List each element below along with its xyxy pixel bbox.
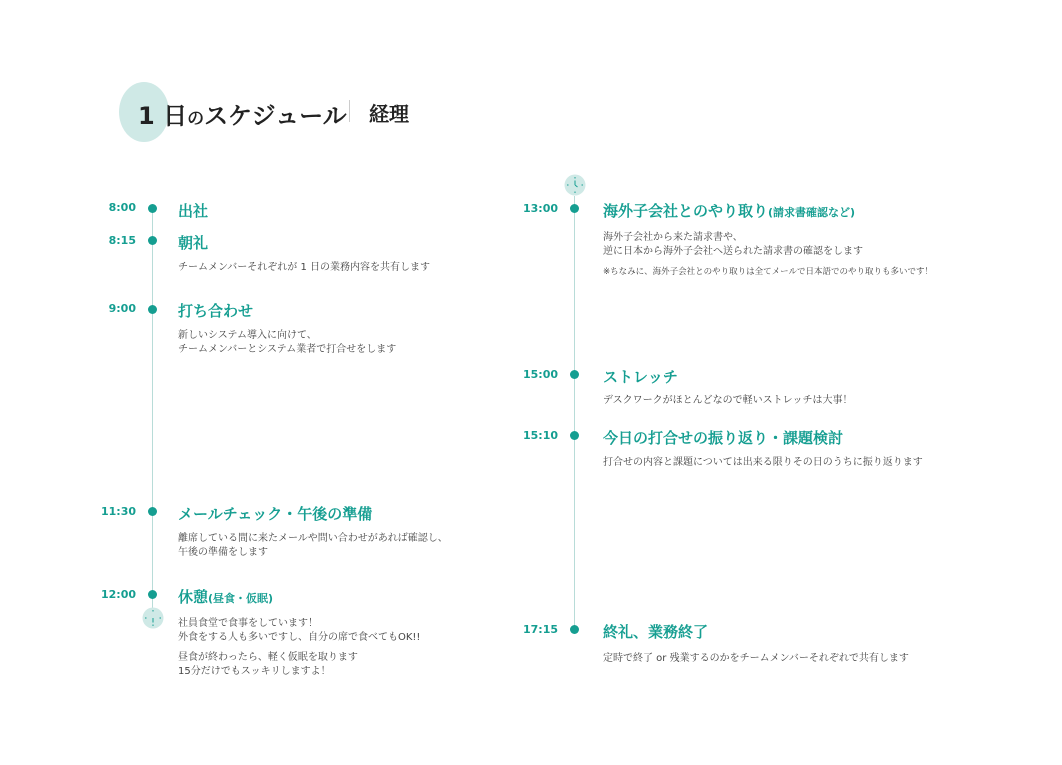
event-title: ストレッチ bbox=[603, 368, 678, 386]
event-title: 今日の打合せの振り返り・課題検討 bbox=[603, 429, 844, 447]
event-title: 朝礼 bbox=[178, 234, 209, 252]
department-label: 経理 bbox=[369, 102, 409, 126]
event-description: 定時で終了 or 残業するのかをチームメンバーそれぞれで共有します bbox=[603, 653, 909, 664]
event-title: 打ち合わせ bbox=[178, 302, 254, 320]
event-time: 12:00 bbox=[100, 588, 136, 601]
clock-icon bbox=[142, 607, 164, 629]
timeline-dot bbox=[570, 370, 579, 379]
event-description: チームメンバーそれぞれが 1 日の業務内容を共有します bbox=[178, 262, 431, 273]
event-title: 海外子会社とのやり取り(請求書確認など) bbox=[603, 202, 856, 220]
event-title: メールチェック・午後の準備 bbox=[178, 505, 373, 523]
event-time: 13:00 bbox=[522, 202, 558, 215]
event-description: 新しいシステム導入に向けて、 チームメンバーとシステム業者で打合せをします bbox=[178, 330, 397, 355]
timeline-dot bbox=[148, 590, 157, 599]
event-time: 15:10 bbox=[522, 429, 558, 442]
event-time: 11:30 bbox=[100, 505, 136, 518]
timeline-line-right bbox=[574, 196, 575, 630]
timeline-dot bbox=[570, 625, 579, 634]
timeline-dot bbox=[570, 431, 579, 440]
page-title: 1 日のスケジュール bbox=[138, 102, 347, 130]
event-title: 出社 bbox=[178, 202, 209, 220]
event-note: ※ちなみに、海外子会社とのやり取りは全てメールで日本語でのやり取りも多いです！ bbox=[603, 267, 933, 277]
timeline-line-left bbox=[152, 208, 153, 608]
event-description: 打合せの内容と課題については出来る限りその日のうちに振り返ります bbox=[603, 457, 923, 468]
event-title: 休憩(昼食・仮眠) bbox=[178, 588, 274, 606]
timeline-dot bbox=[148, 305, 157, 314]
event-title: 終礼、業務終了 bbox=[603, 623, 709, 641]
event-description: デスクワークがほとんどなので軽いストレッチは大事！ bbox=[603, 395, 853, 406]
timeline-dot bbox=[148, 507, 157, 516]
event-description: 離席している間に来たメールや問い合わせがあれば確認し、 午後の準備をします bbox=[178, 533, 448, 558]
event-description: 昼食が終わったら、軽く仮眠を取ります 15分だけでもスッキリしますよ！ bbox=[178, 652, 358, 677]
event-time: 8:15 bbox=[108, 234, 136, 247]
title-divider bbox=[349, 100, 350, 122]
event-description: 社員食堂で食事をしています！ 外食をする人も多いですし、自分の席で食べてもOK!! bbox=[178, 618, 421, 643]
event-time: 9:00 bbox=[108, 302, 136, 315]
timeline-dot bbox=[148, 236, 157, 245]
clock-icon bbox=[564, 174, 586, 196]
event-time: 8:00 bbox=[108, 201, 136, 214]
event-time: 17:15 bbox=[522, 623, 558, 636]
event-description: 海外子会社から来た請求書や、 逆に日本から海外子会社へ送られた請求書の確認をします bbox=[603, 232, 863, 257]
event-time: 15:00 bbox=[522, 368, 558, 381]
timeline-dot bbox=[570, 204, 579, 213]
timeline-dot bbox=[148, 204, 157, 213]
